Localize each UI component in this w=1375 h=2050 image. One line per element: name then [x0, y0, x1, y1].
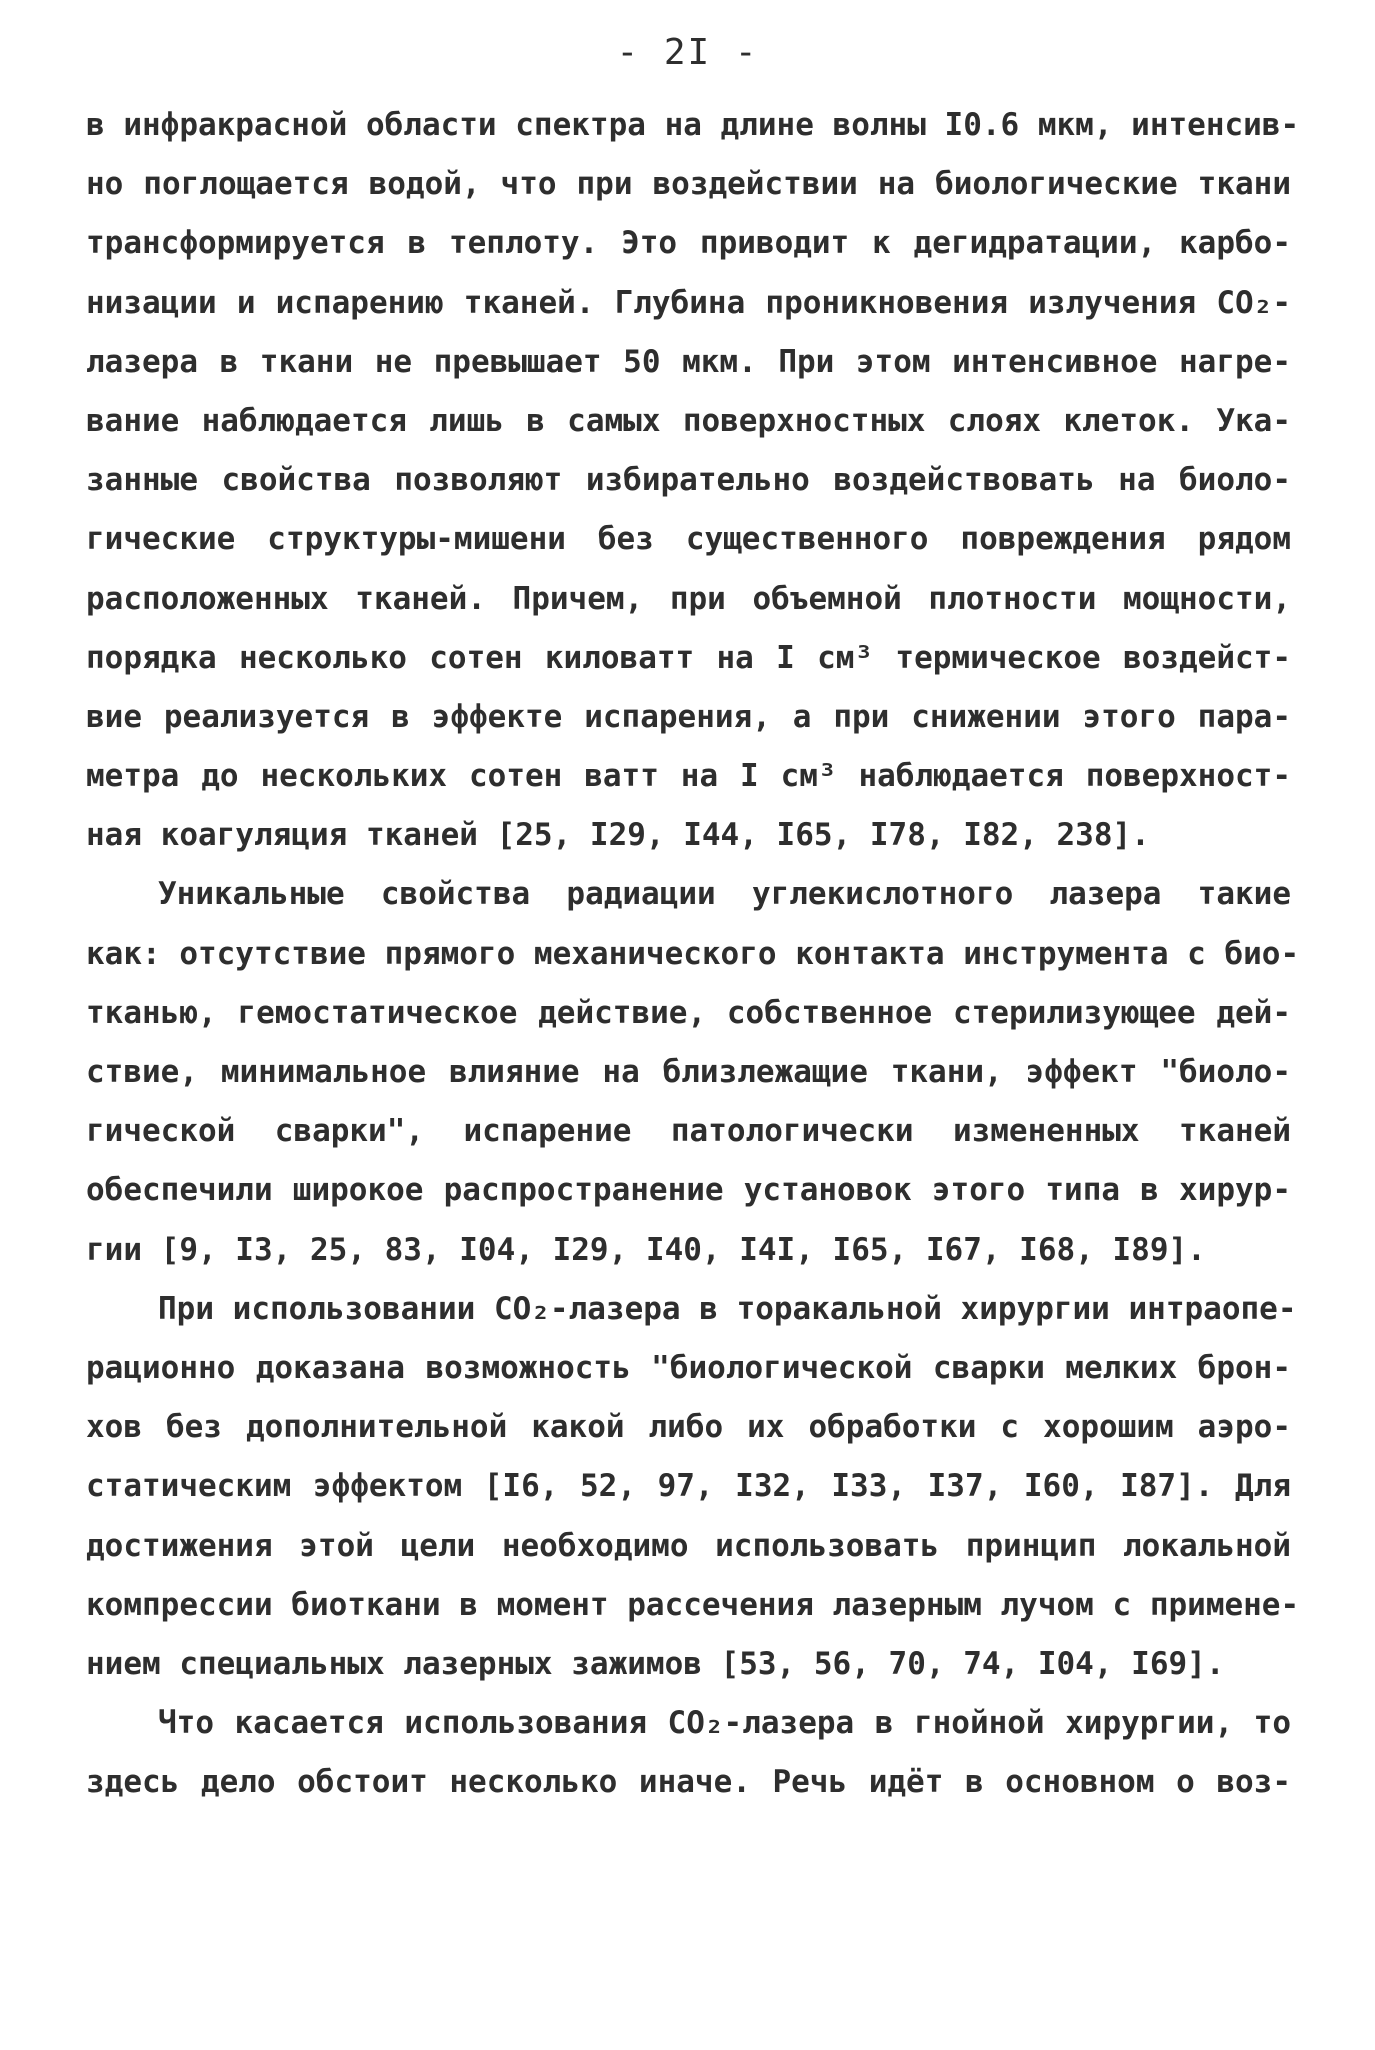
- text-line: статическим эффектом [I6, 52, 97, I32, I33, I37, I60, I87]. Для: [86, 1468, 1291, 1505]
- text-line: обеспечили широкое распространение установок этого типа в хирур-: [86, 1172, 1291, 1209]
- text-line: низации и испарению тканей. Глубина проникновения излучения CO₂-: [86, 284, 1291, 321]
- text-line: гической сварки", испарение патологически измененных тканей: [86, 1113, 1291, 1150]
- text-line: нием специальных лазерных зажимов [53, 56, 70, 74, I04, I69].: [86, 1645, 1225, 1682]
- paragraph-4: [86, 1694, 1291, 1812]
- text-line: рационно доказана возможность "биологической сварки мелких брон-: [86, 1349, 1291, 1386]
- text-line: компрессии биоткани в момент рассечения лазерным лучом с примене-: [86, 1586, 1300, 1623]
- text-line: вание наблюдается лишь в самых поверхностных слоях клеток. Ука-: [86, 402, 1291, 439]
- paragraph-2: [86, 865, 1300, 1279]
- text-line: ствие, минимальное влияние на близлежащие ткани, эффект "биоло-: [86, 1054, 1291, 1090]
- body-text: [86, 96, 1300, 1812]
- text-line: вие реализуется в эффекте испарения, а при снижении этого пара-: [86, 698, 1291, 735]
- text-line: ная коагуляция тканей [25, I29, I44, I65, I78, I82, 238].: [86, 817, 1150, 854]
- paragraph-1: [86, 96, 1300, 865]
- paragraph-3: [86, 1280, 1300, 1694]
- text-line: Что касается использования CO₂-лазера в гнойной хирургии, то: [158, 1705, 1291, 1742]
- text-line: При использовании CO₂-лазера в торакальной хирургии интраопе-: [158, 1290, 1297, 1327]
- text-line: трансформируется в теплоту. Это приводит к дегидратации, карбо-: [86, 225, 1291, 262]
- text-line: как: отсутствие прямого механического контакта инструмента с био-: [86, 935, 1300, 972]
- text-line: гии [9, I3, 25, 83, I04, I29, I40, I4I, I65, I67, I68, I89].: [86, 1231, 1206, 1268]
- text-line: расположенных тканей. Причем, при объемной плотности мощности,: [86, 580, 1291, 617]
- text-line: достижения этой цели необходимо использовать принцип локальной: [86, 1527, 1291, 1564]
- text-line: Уникальные свойства радиации углекислотного лазера такие: [158, 876, 1291, 913]
- text-line: гические структуры-мишени без существенного повреждения рядом: [86, 521, 1291, 558]
- text-line: лазера в ткани не превышает 50 мкм. При этом интенсивное нагре-: [86, 343, 1291, 380]
- text-line: хов без дополнительной какой либо их обработки с хорошим аэро-: [86, 1409, 1291, 1446]
- page-number: - 2I -: [616, 32, 759, 73]
- text-line: порядка несколько сотен киловатт на I см³ термическое воздейст-: [86, 639, 1291, 676]
- text-line: тканью, гемостатическое действие, собственное стерилизующее дей-: [86, 994, 1291, 1031]
- text-line: здесь дело обстоит несколько иначе. Речь идёт в основном о воз-: [86, 1764, 1291, 1801]
- text-line: но поглощается водой, что при воздействии на биологические ткани: [86, 166, 1291, 203]
- text-line: метра до нескольких сотен ватт на I см³ наблюдается поверхност-: [86, 758, 1291, 795]
- text-line: в инфракрасной области спектра на длине волны I0.6 мкм, интенсив-: [86, 107, 1300, 143]
- text-line: занные свойства позволяют избирательно воздействовать на биоло-: [86, 462, 1291, 499]
